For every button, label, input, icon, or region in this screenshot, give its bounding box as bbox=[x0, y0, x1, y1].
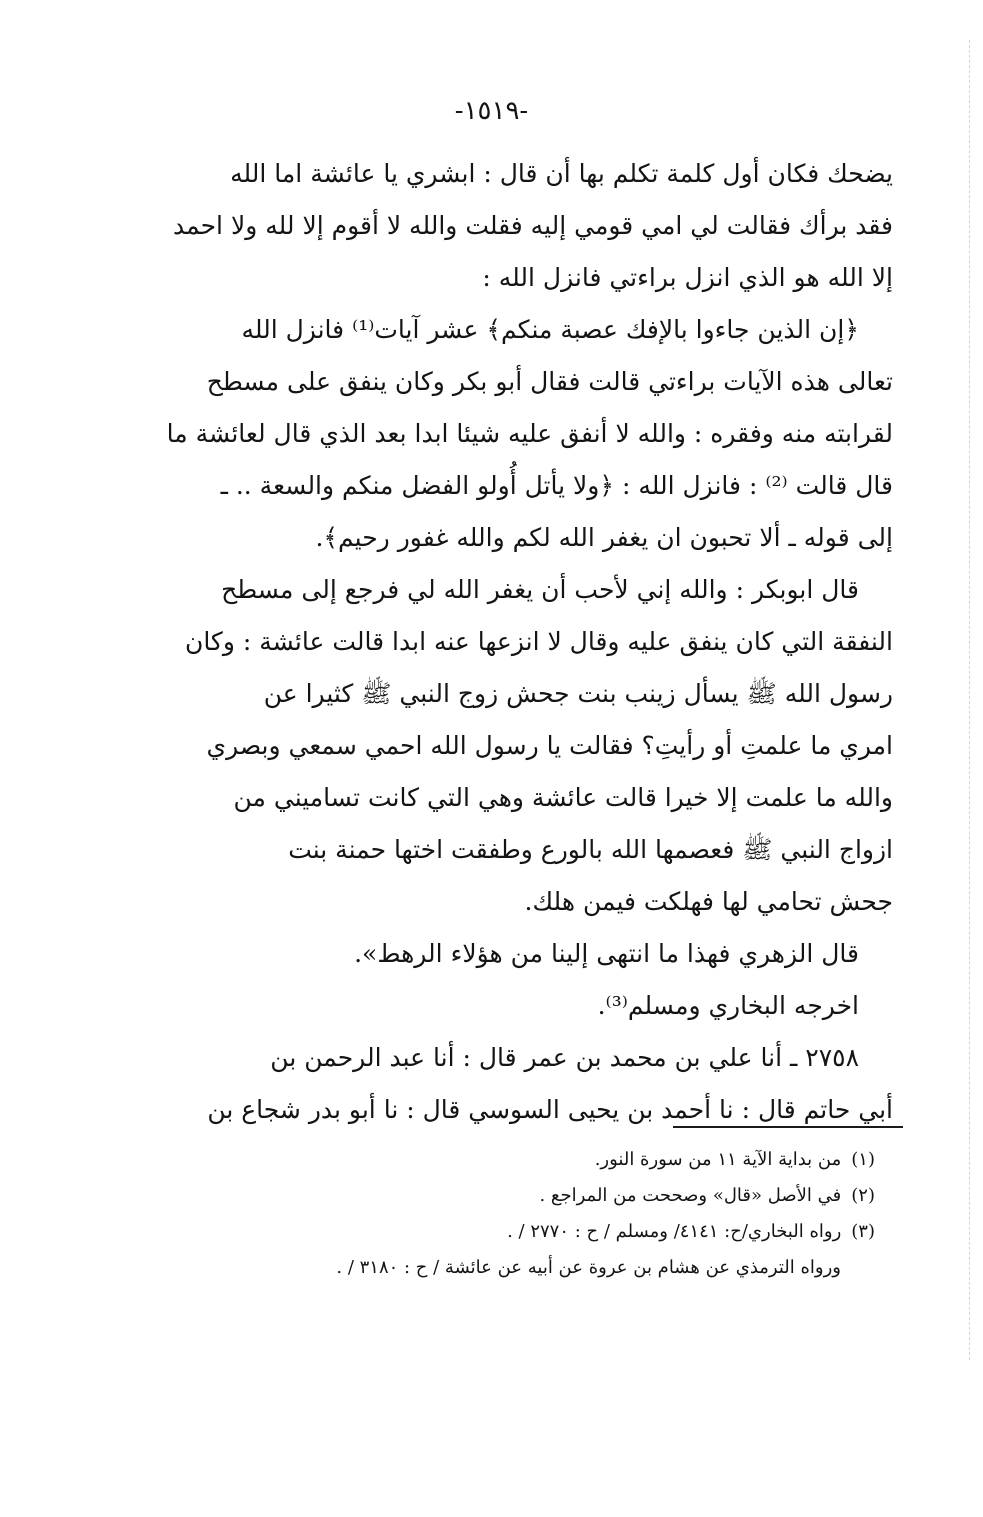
text-line: جحش تحامي لها فهلكت فيمن هلك. bbox=[524, 887, 893, 916]
hadith-number-line: ٢٧٥٨ ـ أنا علي بن محمد بن عمر قال : أنا عبد الرحمن بن bbox=[270, 1043, 859, 1072]
footnote-text: في الأصل «قال» وصححت من المراجع . bbox=[539, 1185, 842, 1206]
text-line: النفقة التي كان ينفق عليه وقال لا انزعها عنه ابدا قالت عائشة : وكان bbox=[184, 627, 893, 656]
text-line: امري ما علمتِ أو رأيتِ؟ فقالت يا رسول الله احمي سمعي وبصري bbox=[206, 731, 893, 760]
footnote-divider bbox=[673, 1126, 903, 1128]
footnote-text: ورواه الترمذي عن هشام بن عروة عن أبيه عن عائشة / ح : ٣١٨٠ / . bbox=[336, 1257, 841, 1278]
text-line: ازواج النبي ﷺ فعصمها الله بالورع وطفقت اختها حمنة بنت bbox=[288, 835, 893, 864]
footnote-continuation bbox=[155, 1250, 875, 1286]
text-line: إلى قوله ـ ألا تحبون ان يغفر الله لكم والله غفور رحيم﴾. bbox=[315, 523, 893, 552]
footnote bbox=[155, 1214, 875, 1250]
footnote bbox=[155, 1142, 875, 1178]
text-line: قال ابوبكر : والله إني لأحب أن يغفر الله لي فرجع إلى مسطح bbox=[221, 575, 859, 604]
footnote-number: (١) bbox=[851, 1149, 875, 1170]
text-line: قال الزهري فهذا ما انتهى إلينا من هؤلاء الرهط». bbox=[354, 939, 859, 968]
text-line: قال قالت ⁽²⁾ : فانزل الله : ﴿ولا يأتل أُولو الفضل منكم والسعة .. ـ bbox=[220, 471, 893, 500]
page-number: -١٥١٩- bbox=[454, 96, 529, 126]
footnote-text: رواه البخاري/ح: ٤١٤١/ ومسلم / ح : ٢٧٧٠ / . bbox=[507, 1221, 842, 1242]
main-text bbox=[158, 148, 893, 1136]
text-line: يضحك فكان أول كلمة تكلم بها أن قال : ابشري يا عائشة اما الله bbox=[230, 159, 893, 188]
text-line: لقرابته منه وفقره : والله لا أنفق عليه شيئا ابدا بعد الذي قال لعائشة ما bbox=[166, 419, 893, 448]
quran-quote-line: ﴿إن الذين جاءوا بالإفك عصبة منكم﴾ عشر آيات⁽¹⁾ فانزل الله bbox=[241, 315, 859, 344]
footnote-number: (٢) bbox=[851, 1185, 875, 1206]
footnote-number: (٣) bbox=[851, 1221, 875, 1242]
footnote bbox=[155, 1178, 875, 1214]
footnote-text: من بداية الآية ١١ من سورة النور. bbox=[594, 1149, 842, 1170]
text-line: رسول الله ﷺ يسأل زينب بنت جحش زوج النبي ﷺ كثيرا عن bbox=[263, 679, 893, 708]
text-line: تعالى هذه الآيات براءتي قالت فقال أبو بكر وكان ينفق على مسطح bbox=[206, 367, 893, 396]
text-line: أبي حاتم قال : نا أحمد بن يحيى السوسي قال : نا أبو بدر شجاع بن bbox=[207, 1095, 893, 1124]
scan-edge-line bbox=[969, 40, 970, 1360]
text-line: اخرجه البخاري ومسلم⁽³⁾. bbox=[597, 991, 859, 1020]
text-line: إلا الله هو الذي انزل براءتي فانزل الله : bbox=[482, 263, 893, 292]
footnotes bbox=[155, 1142, 875, 1286]
text-line: فقد برأك فقالت لي امي قومي إليه فقلت والله لا أقوم إلا لله ولا احمد bbox=[173, 211, 893, 240]
text-line: والله ما علمت إلا خيرا قالت عائشة وهي التي كانت تساميني من bbox=[233, 783, 893, 812]
